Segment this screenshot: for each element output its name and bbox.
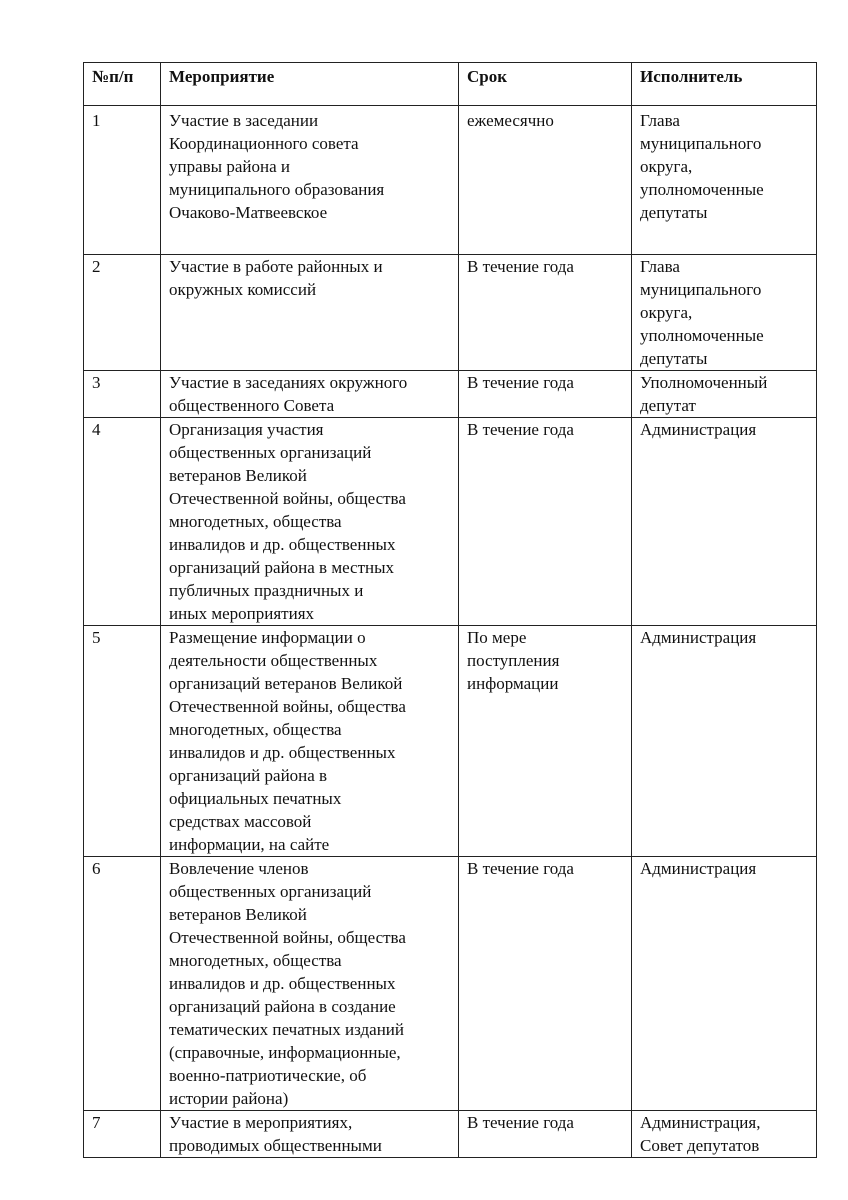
row-number: 7 xyxy=(84,1111,161,1158)
row-executor: Глава муниципального округа, уполномоченные депутаты xyxy=(632,255,817,371)
table-row xyxy=(84,418,817,626)
header-event: Мероприятие xyxy=(161,63,459,106)
table-row xyxy=(84,1111,817,1158)
header-term: Срок xyxy=(459,63,632,106)
row-term: В течение года xyxy=(459,418,632,626)
row-executor: Уполномоченный депутат xyxy=(632,371,817,418)
table-row xyxy=(84,857,817,1111)
row-executor: Администрация xyxy=(632,418,817,626)
row-number: 5 xyxy=(84,626,161,857)
row-executor: Администрация xyxy=(632,857,817,1111)
row-term: ежемесячно xyxy=(459,106,632,255)
row-number: 3 xyxy=(84,371,161,418)
row-event: Участие в заседаниях окружного общественного Совета xyxy=(161,371,459,418)
row-event: Участие в мероприятиях, проводимых общественными xyxy=(161,1111,459,1158)
row-event: Участие в заседании Координационного совета управы района и муниципального образования Очаково-Матвеевское xyxy=(161,106,459,255)
row-executor: Администрация xyxy=(632,626,817,857)
row-executor: Администрация, Совет депутатов xyxy=(632,1111,817,1158)
header-executor: Исполнитель xyxy=(632,63,817,106)
row-event: Организация участия общественных организаций ветеранов Великой Отечественной войны, общества многодетных, общества инвалидов и др. общественных организаций района в местных публичных праздничных и иных мероприятиях xyxy=(161,418,459,626)
row-term: В течение года xyxy=(459,857,632,1111)
header-number: №п/п xyxy=(84,63,161,106)
table-row xyxy=(84,371,817,418)
table-header-row xyxy=(84,63,817,106)
table-row xyxy=(84,106,817,255)
row-event: Размещение информации о деятельности общественных организаций ветеранов Великой Отечественной войны, общества многодетных, общества инвалидов и др. общественных организаций района в официальных печатных средствах массовой информации, на сайте xyxy=(161,626,459,857)
row-number: 1 xyxy=(84,106,161,255)
table-row xyxy=(84,626,817,857)
row-term: По мере поступления информации xyxy=(459,626,632,857)
row-number: 4 xyxy=(84,418,161,626)
row-term: В течение года xyxy=(459,371,632,418)
row-term: В течение года xyxy=(459,255,632,371)
events-table xyxy=(83,62,817,1158)
row-event: Вовлечение членов общественных организаций ветеранов Великой Отечественной войны, общества многодетных, общества инвалидов и др. общественных организаций района в создание тематических печатных изданий (справочные, информационные, военно-патриотические, об истории района) xyxy=(161,857,459,1111)
row-number: 2 xyxy=(84,255,161,371)
row-number: 6 xyxy=(84,857,161,1111)
row-executor: Глава муниципального округа, уполномоченные депутаты xyxy=(632,106,817,255)
row-event: Участие в работе районных и окружных комиссий xyxy=(161,255,459,371)
row-term: В течение года xyxy=(459,1111,632,1158)
table-row xyxy=(84,255,817,371)
